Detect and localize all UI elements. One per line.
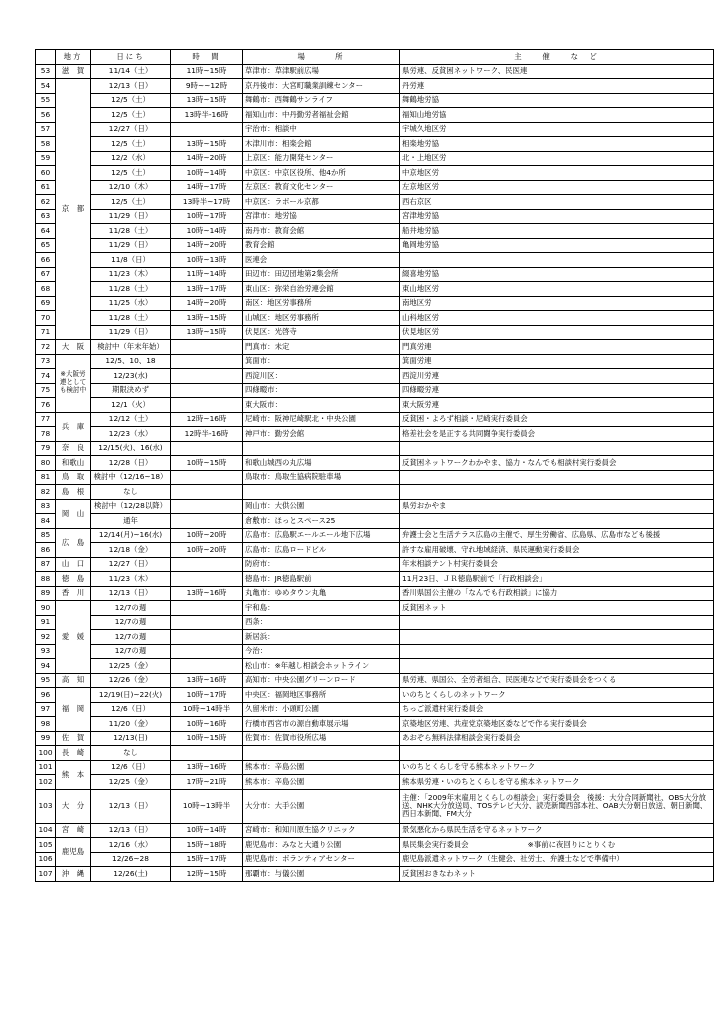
table-row: 86 12/18（金） 10時~20時 広島市：広島ロードビル 許すな雇用破壊、守れ地域経済、県民運動実行委員会 [36, 543, 714, 558]
table-body [36, 64, 714, 881]
table-row: 61 12/10（木） 14時~17時 左京区：教育文化センター 左京地区労 [36, 180, 714, 195]
table-row: 66 11/8（日） 10時~13時 医連会 [36, 253, 714, 268]
region-cell: 滋 賀 [56, 64, 91, 79]
table-row: 73 ※大阪労連としても検討中 12/5、10、18 箕面市： 箕面労連 [36, 354, 714, 369]
header-org: 主 催 な ど [400, 50, 714, 65]
region-cell: 福 岡 [56, 688, 91, 732]
table-row: 107 沖 縄 12/26(土) 12時~15時 那覇市：与儀公園 反貧困おきなわネット [36, 867, 714, 882]
table-row: 60 12/5（土） 10時~14時 中京区：中京区役所、他4か所 中京地区労 [36, 166, 714, 181]
table-row: 104 宮 崎 12/13（日） 10時~14時 宮崎市：和知川原生協クリニック 景気悪化から県民生活を守るネットワーク [36, 823, 714, 838]
table-row: 94 12/25（金） 松山市：※年越し相談会ホットライン [36, 659, 714, 674]
table-row: 91 12/7の週 西条： [36, 615, 714, 630]
table-row: 99 佐 賀 12/13(日) 10時~15時 佐賀市：佐賀市役所広場 あおぞら無料法律相談会実行委員会 [36, 731, 714, 746]
table-row: 98 11/20（金） 10時~16時 行橋市西宮市の源自動車展示場 京築地区労連、共産党京築地区委などで作る実行委員会 [36, 717, 714, 732]
header-region: 地方 [56, 50, 91, 65]
table-row: 65 11/29（日） 14時~20時 教育会館 亀岡地労協 [36, 238, 714, 253]
region-cell: 岡 山 [56, 499, 91, 528]
event-table [35, 49, 714, 882]
table-row: 68 11/28（土） 13時~17時 東山区：弥栄自治労連会館 東山地区労 [36, 282, 714, 297]
table-row: 95 高 知 12/26（金） 13時~16時 高知市：中央公園グリーンロード 県労連、県国公、全労者組合、民医連などで実行委員会をつくる [36, 673, 714, 688]
table-row: 72 大 阪 検討中（年末年始） 門真市：未定 門真労連 [36, 340, 714, 355]
header-date: 日にち [91, 50, 171, 65]
table-row: 69 11/25（水） 14時~20時 南区：地区労事務所 南地区労 [36, 296, 714, 311]
table-row: 100 長 崎 なし [36, 746, 714, 761]
table-row: 55 12/5（土） 13時~15時 舞鶴市：西舞鶴サンライフ 舞鶴地労協 [36, 93, 714, 108]
table-row: 105 鹿児島 12/16（水） 15時~18時 鹿児島市：みなと大通り公園 県民集会実行委員会 ※事前に夜回りにとりくむ [36, 838, 714, 853]
table-row: 93 12/7の週 今治： [36, 644, 714, 659]
region-cell: ※大阪労連としても検討中 [56, 354, 91, 412]
region-cell: 広 島 [56, 528, 91, 557]
region-cell: 山 口 [56, 557, 91, 572]
region-cell: 高 知 [56, 673, 91, 688]
table-row: 81 鳥 取 検討中（12/16~18） 鳥取市：鳥取生協病院駐車場 [36, 470, 714, 485]
table-row: 70 11/28（土） 13時~15時 山城区：地区労事務所 山科地区労 [36, 311, 714, 326]
header-place: 場 所 [243, 50, 400, 65]
table-row: 89 香 川 12/13（日） 13時~16時 丸亀市：ゆめタウン丸亀 香川県国公主催の「なんでも行政相談」に協力 [36, 586, 714, 601]
region-cell: 鹿児島 [56, 838, 91, 867]
table-row: 106 12/26~28 15時~17時 鹿児島市：ボランティアセンター 鹿児島派遣ネットワーク（生健会、社労士、弁護士などで準備中） [36, 852, 714, 867]
region-cell: 和歌山 [56, 456, 91, 471]
table-row: 84 通年 倉敷市：ほっとスペース25 [36, 514, 714, 529]
region-cell: 徳 島 [56, 572, 91, 587]
table-row: 82 島 根 なし [36, 485, 714, 500]
region-cell: 長 崎 [56, 746, 91, 761]
table-row: 90 愛 媛 12/7の週 宇和島： 反貧困ネット [36, 601, 714, 616]
table-row: 67 11/23（木） 11時~14時 田辺市：田辺団地第2集会所 綴喜地労協 [36, 267, 714, 282]
table-row: 57 12/27（日） 宇治市：相談中 宇城久地区労 [36, 122, 714, 137]
table-row: 80 和歌山 12/28（日） 10時~15時 和歌山城西の丸広場 反貧困ネットワークわかやま、協力・なんでも相談村実行委員会 [36, 456, 714, 471]
table-row: 96 福 岡 12/19(日)~22(火) 10時~17時 中央区：福岡地区事務所 いのちとくらしのネットワーク [36, 688, 714, 703]
table-row: 54 京 都 12/13（日） 9時~~12時 京丹後市：大宮町職業訓練センター 丹労連 [36, 79, 714, 94]
region-cell: 佐 賀 [56, 731, 91, 746]
table-row: 85 広 島 12/14(月)~16(水) 10時~20時 広島市：広島駅エールエール地下広場 弁護士会と生活テラス広島の主催で、厚生労働省、広島県、広島市なども後援 [36, 528, 714, 543]
table-row: 92 12/7の週 新居浜： [36, 630, 714, 645]
table-row: 62 12/5（土） 13時半~17時 中京区：ラボール京都 西右京区 [36, 195, 714, 210]
table-row: 78 12/23（水） 12時半-16時 神戸市：勤労会館 格差社会を是正する共同闘争実行委員会 [36, 427, 714, 442]
region-cell: 大 分 [56, 789, 91, 823]
table-row: 58 12/5（土） 13時~15時 木津川市：相楽会館 相楽地労協 [36, 137, 714, 152]
table-row: 103 大 分 12/13（日） 10時~13時半 大分市：大手公園 主催：「2009年末雇用とくらしの相談会」実行委員会 後援：大分合同新聞社、OBS大分放送、NHK大分放送局、TOSテレビ大分、読売新聞西部本社、OAB大分朝日放送、朝日新聞、西日本新聞、FM大分 [36, 789, 714, 823]
table-row: 79 奈 良 12/15(火)、16(水) [36, 441, 714, 456]
header-no [36, 50, 56, 65]
region-cell: 香 川 [56, 586, 91, 601]
header-row [36, 50, 714, 65]
table-row: 53 滋 賀 11/14（土） 11時~15時 草津市：草津駅前広場 県労連、反貧困ネットワーク、民医連 [36, 64, 714, 79]
region-cell: 大 阪 [56, 340, 91, 355]
region-cell: 宮 崎 [56, 823, 91, 838]
table-row: 97 12/6（日） 10時~14時半 久留米市：小頭町公園 ちっご派遣村実行委員会 [36, 702, 714, 717]
region-cell: 奈 良 [56, 441, 91, 456]
region-cell: 兵 庫 [56, 412, 91, 441]
table-row: 76 12/1（火） 東大阪市： 東大阪労連 [36, 398, 714, 413]
table-row: 71 11/29（日） 13時~15時 伏見区：光啓寺 伏見地区労 [36, 325, 714, 340]
table-row: 87 山 口 12/27（日） 防府市： 年末相談テント村実行委員会 [36, 557, 714, 572]
table-row: 56 12/5（土） 13時半-16時 福知山市：中丹勤労者福祉会館 福知山地労協 [36, 108, 714, 123]
region-cell: 鳥 取 [56, 470, 91, 485]
header-time: 時 間 [171, 50, 243, 65]
region-cell: 愛 媛 [56, 601, 91, 674]
table-row: 75 期限決めず 四條畷市： 四條畷労連 [36, 383, 714, 398]
table-row: 102 12/25（金） 17時~21時 熊本市：辛島公園 熊本県労連・いのちとくらしを守る熊本ネットワーク [36, 775, 714, 790]
table-row: 101 熊 本 12/6（日） 13時~16時 熊本市：辛島公園 いのちとくらしを守る熊本ネットワーク [36, 760, 714, 775]
table-row: 74 12/23(水) 西淀川区： 西淀川労連 [36, 369, 714, 384]
region-cell: 京 都 [56, 79, 91, 340]
table-row: 77 兵 庫 12/12（土） 12時~16時 尼崎市：阪神尼崎駅北・中央公園 反貧困・よろず相談・尼崎実行委員会 [36, 412, 714, 427]
table-row: 64 11/28（土） 10時~14時 南丹市：教育会館 船井地労協 [36, 224, 714, 239]
table-row: 59 12/2（水） 14時~20時 上京区：能力開発センター 北・上地区労 [36, 151, 714, 166]
table-row: 83 岡 山 検討中（12/28以降） 岡山市：大供公園 県労おかやま [36, 499, 714, 514]
region-cell: 沖 縄 [56, 867, 91, 882]
table-row: 88 徳 島 11/23（木） 徳島市：JR徳島駅前 11月23日、ＪＲ徳島駅前で「行政相談会」 [36, 572, 714, 587]
region-cell: 島 根 [56, 485, 91, 500]
region-cell: 熊 本 [56, 760, 91, 789]
table-row: 63 11/29（日） 10時~17時 宮津市：地労協 宮津地労協 [36, 209, 714, 224]
